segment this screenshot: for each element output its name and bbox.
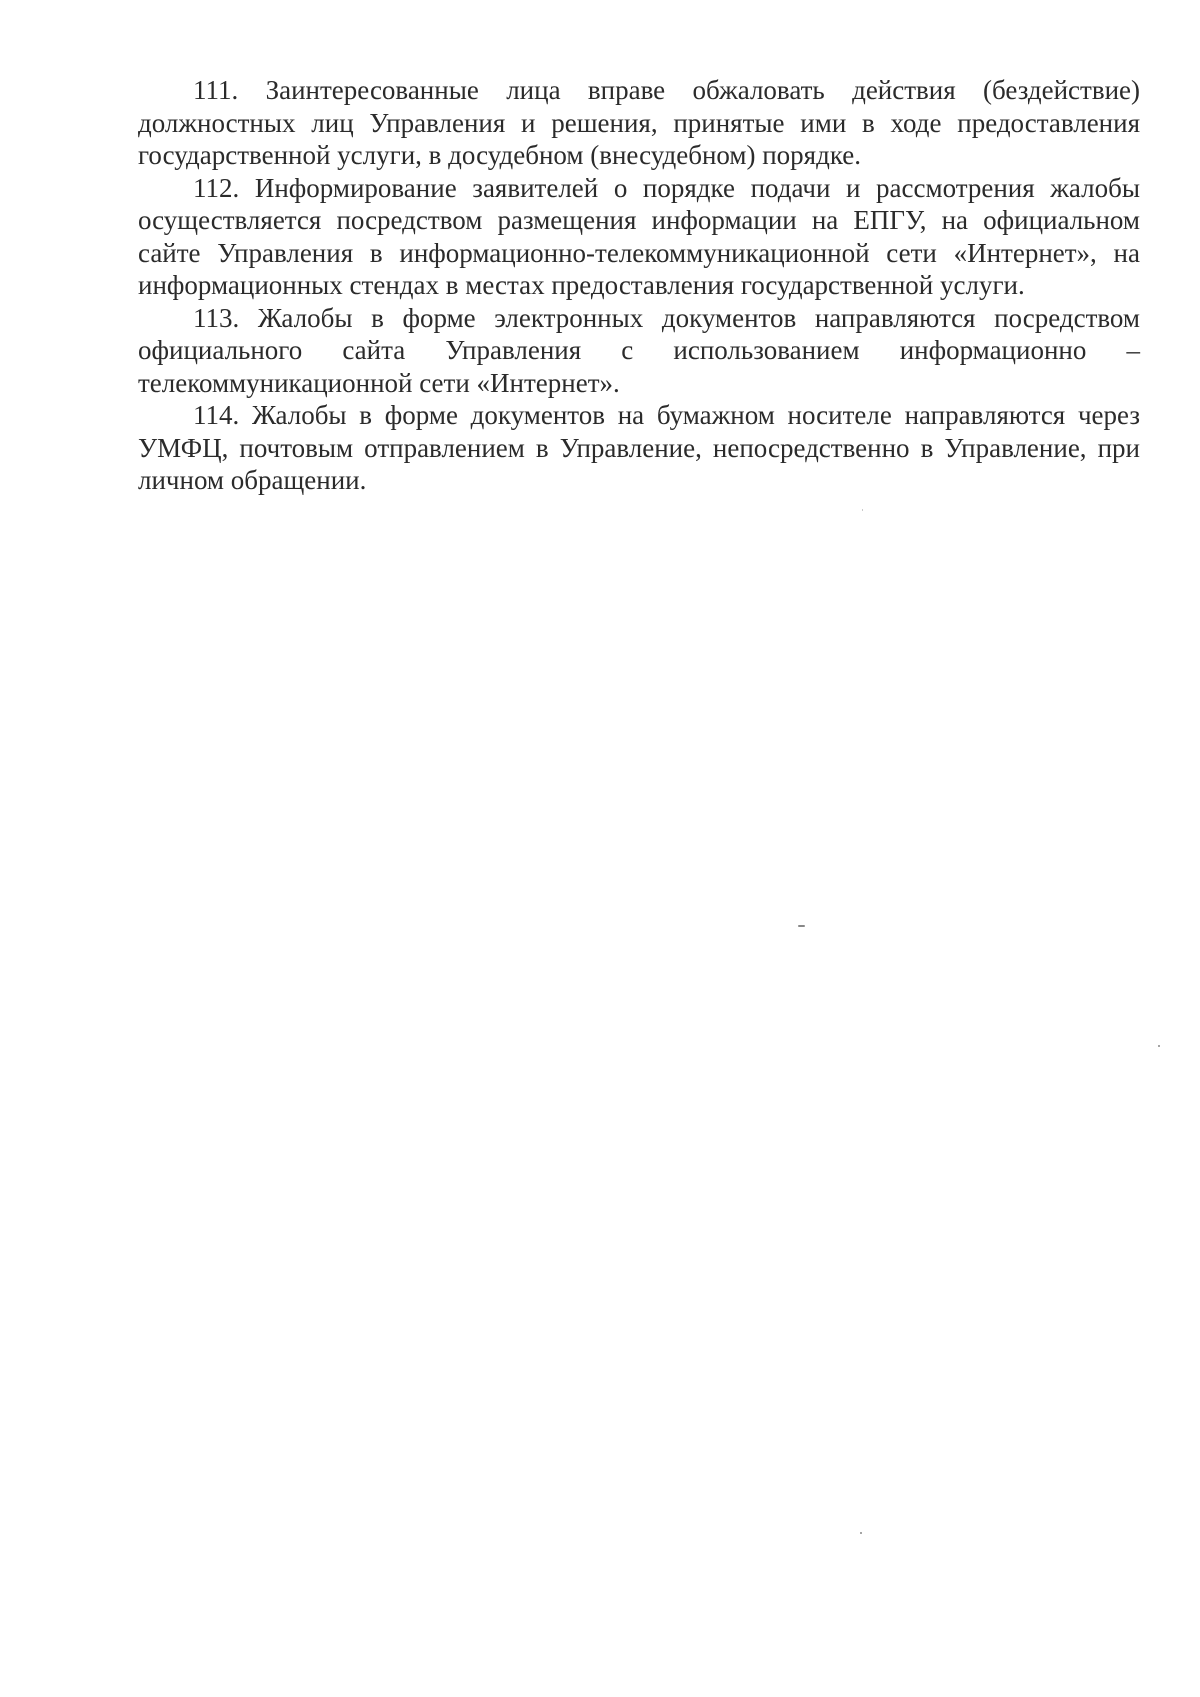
- paragraph-113: 113. Жалобы в форме электронных документов направляются посредством официального сайта Управления с использованием информационно – телекоммуникационной сети «Интернет».: [138, 302, 1140, 398]
- paragraph-112: 112. Информирование заявителей о порядке подачи и рассмотрения жалобы осуществляется посредством размещения информации на ЕПГУ, на официальном сайте Управления в информационно-телекоммуникационной сети «Интернет», на информационных стендах в местах предоставления государственной услуги.: [138, 172, 1140, 300]
- paragraph-111: 111. Заинтересованные лица вправе обжаловать действия (бездействие) должностных лиц Управления и решения, принятые ими в ходе предоставления государственной услуги, в досудебном (внесудебном) порядке.: [138, 75, 1140, 170]
- scan-speck: [798, 925, 805, 927]
- document-body: [138, 74, 1140, 497]
- scan-speck: [862, 509, 863, 511]
- paragraph-114: 114. Жалобы в форме документов на бумажном носителе направляются через УМФЦ, почтовым отправлением в Управление, непосредственно в Управление, при личном обращении.: [138, 400, 1140, 495]
- scan-speck: [860, 1532, 862, 1534]
- scan-speck: [1158, 1045, 1160, 1047]
